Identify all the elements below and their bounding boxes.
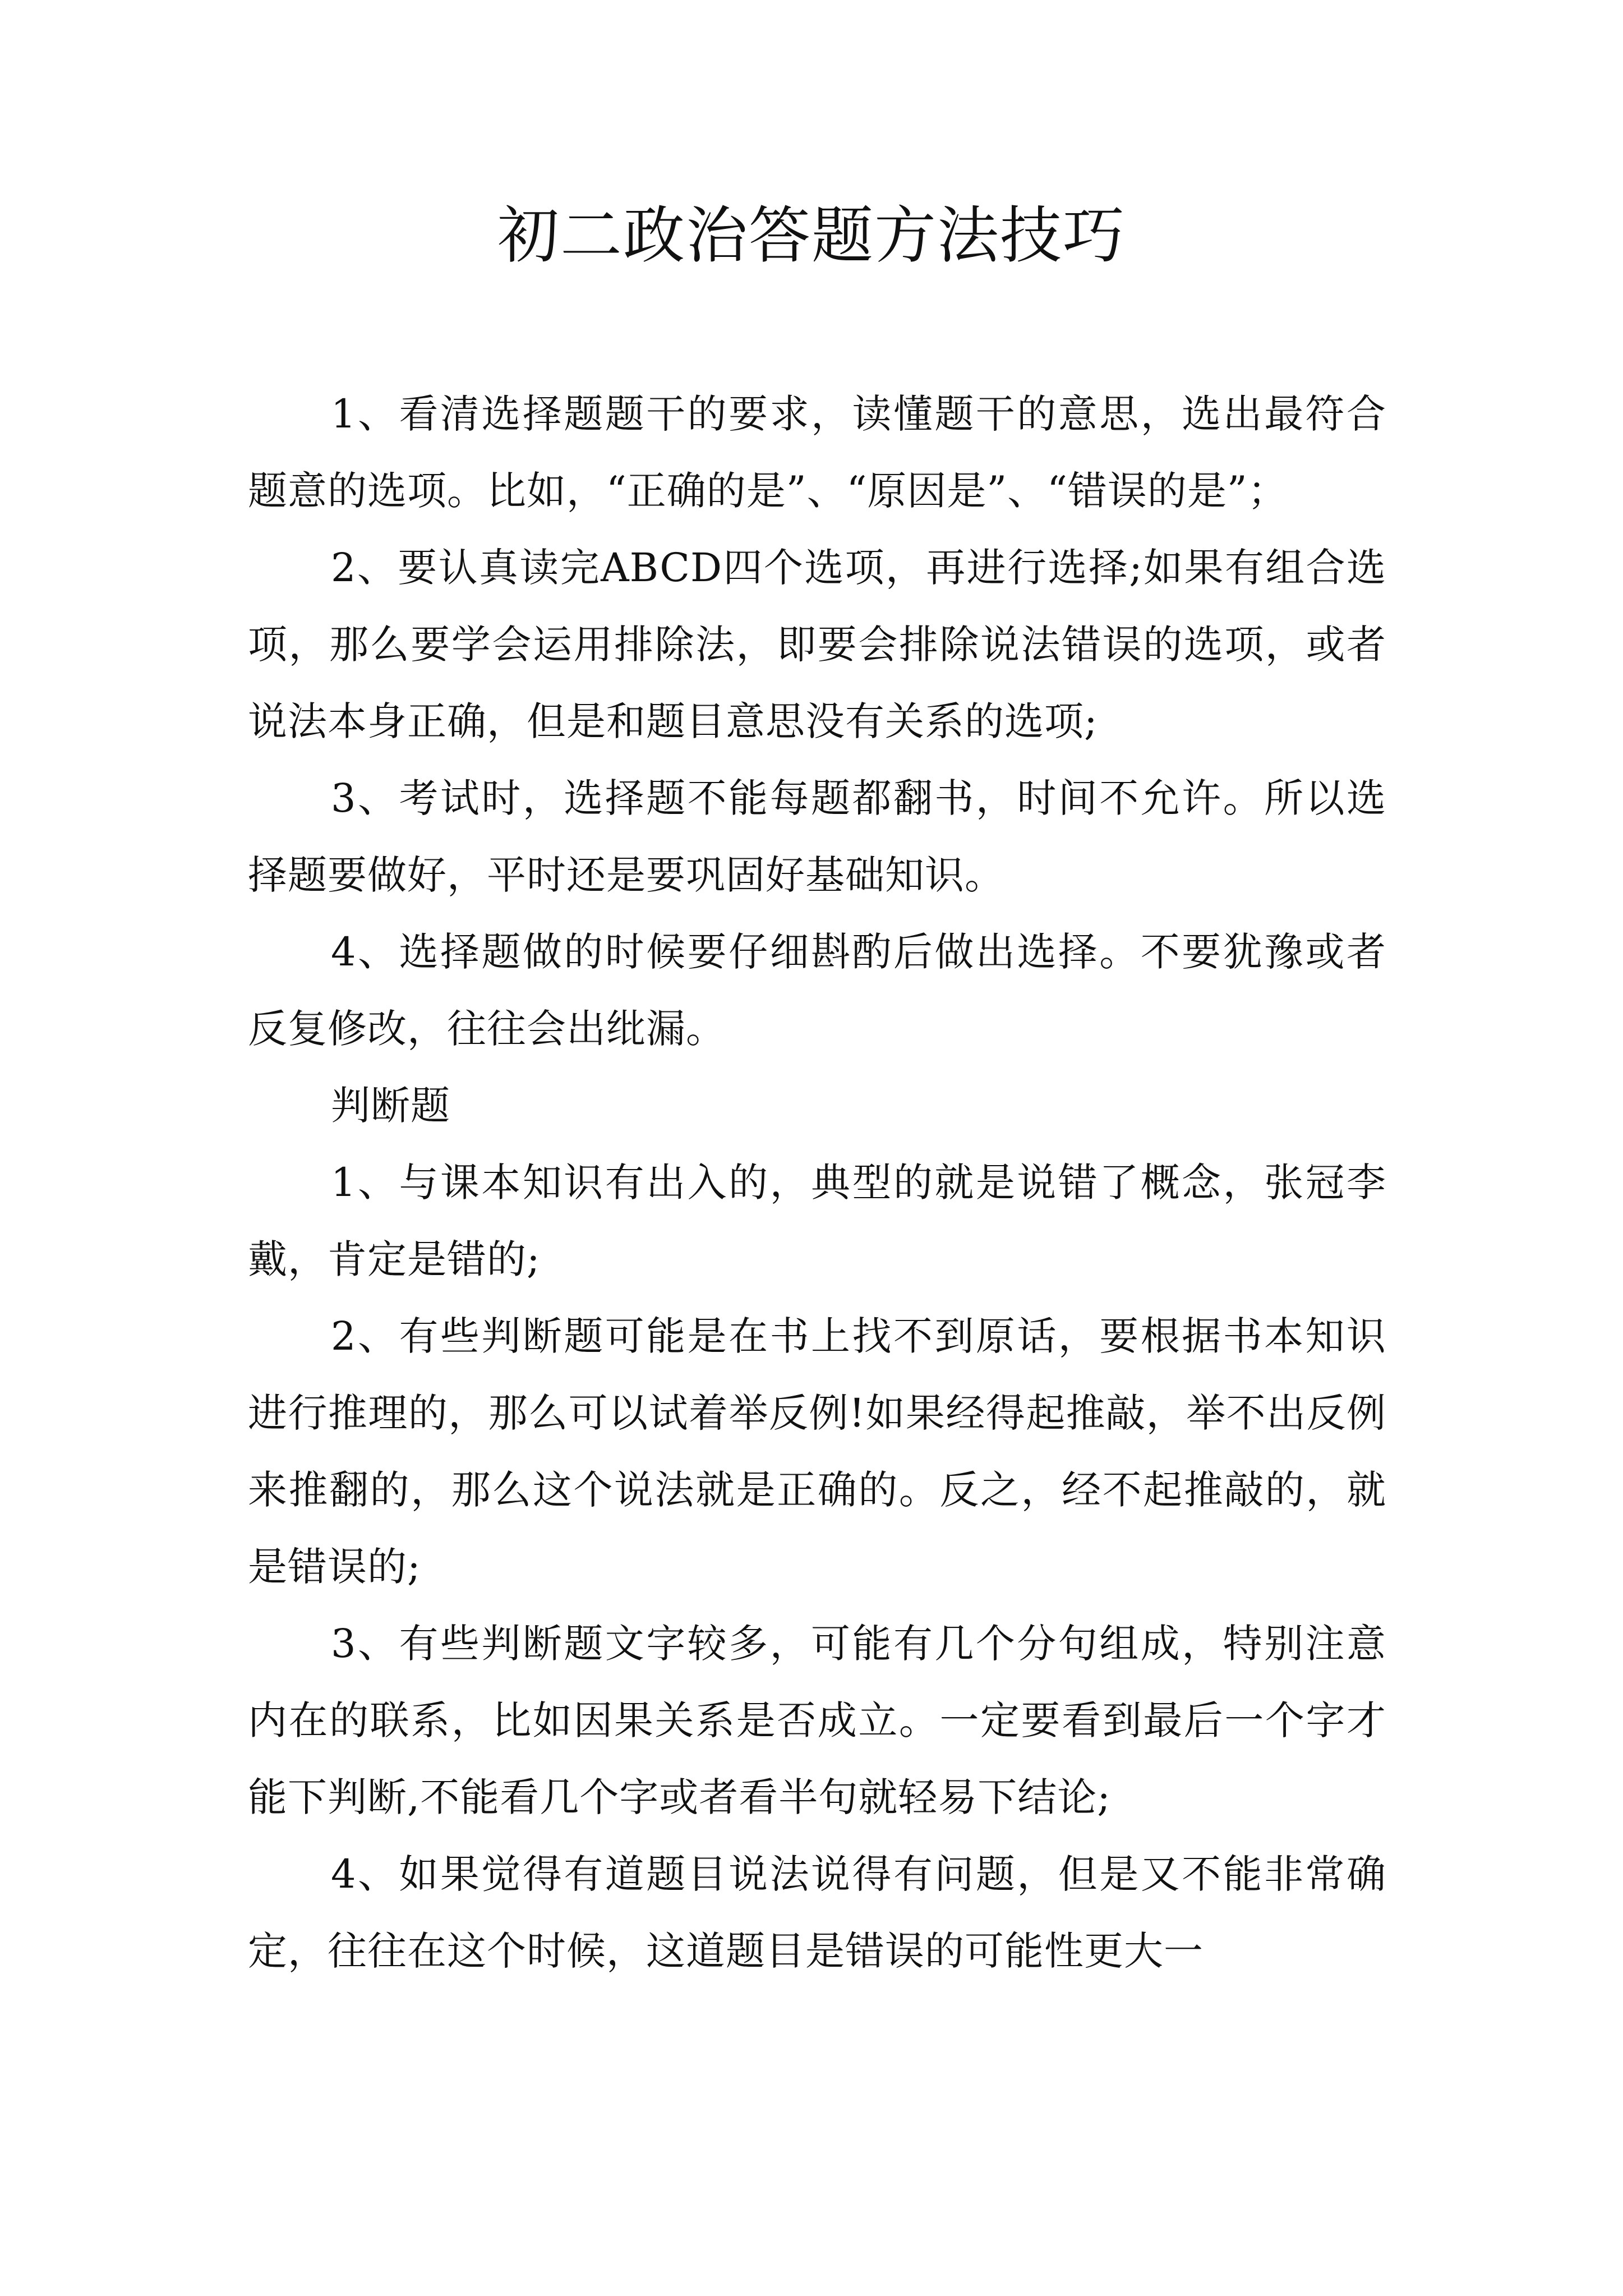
section-heading-true-false: 判断题 bbox=[331, 1083, 450, 1129]
paragraph-choice-tip-1: 1、看清选择题题干的要求，读懂题干的意思，选出最符合题意的选项。比如，“正确的是”、“原因是”、“错误的是”； bbox=[248, 391, 1386, 514]
paragraph-judge-tip-1: 1、与课本知识有出入的，典型的就是说错了概念，张冠李戴，肯定是错的; bbox=[248, 1159, 1386, 1282]
paragraph-choice-tip-3: 3、考试时，选择题不能每题都翻书，时间不允许。所以选择题要做好，平时还是要巩固好基础知识。 bbox=[248, 775, 1386, 898]
document-body bbox=[248, 376, 1386, 1990]
paragraph-choice-tip-2: 2、要认真读完ABCD四个选项，再进行选择;如果有组合选项，那么要学会运用排除法，即要会排除说法错误的选项，或者说法本身正确，但是和题目意思没有关系的选项; bbox=[248, 545, 1386, 744]
paragraph-judge-tip-3: 3、有些判断题文字较多，可能有几个分句组成，特别注意内在的联系，比如因果关系是否成立。一定要看到最后一个字才能下判断,不能看几个字或者看半句就轻易下结论; bbox=[248, 1621, 1386, 1820]
paragraph-choice-tip-4: 4、选择题做的时候要仔细斟酌后做出选择。不要犹豫或者反复修改，往往会出纰漏。 bbox=[248, 929, 1386, 1052]
paragraph-judge-tip-4: 4、如果觉得有道题目说法说得有问题，但是又不能非常确定，往往在这个时候，这道题目是错误的可能性更大一 bbox=[248, 1851, 1386, 1974]
paragraph-judge-tip-2: 2、有些判断题可能是在书上找不到原话，要根据书本知识进行推理的，那么可以试着举反例!如果经得起推敲，举不出反例来推翻的，那么这个说法就是正确的。反之，经不起推敲的，就是错误的; bbox=[248, 1313, 1386, 1590]
document-title: 初二政治答题方法技巧 bbox=[497, 200, 1126, 272]
